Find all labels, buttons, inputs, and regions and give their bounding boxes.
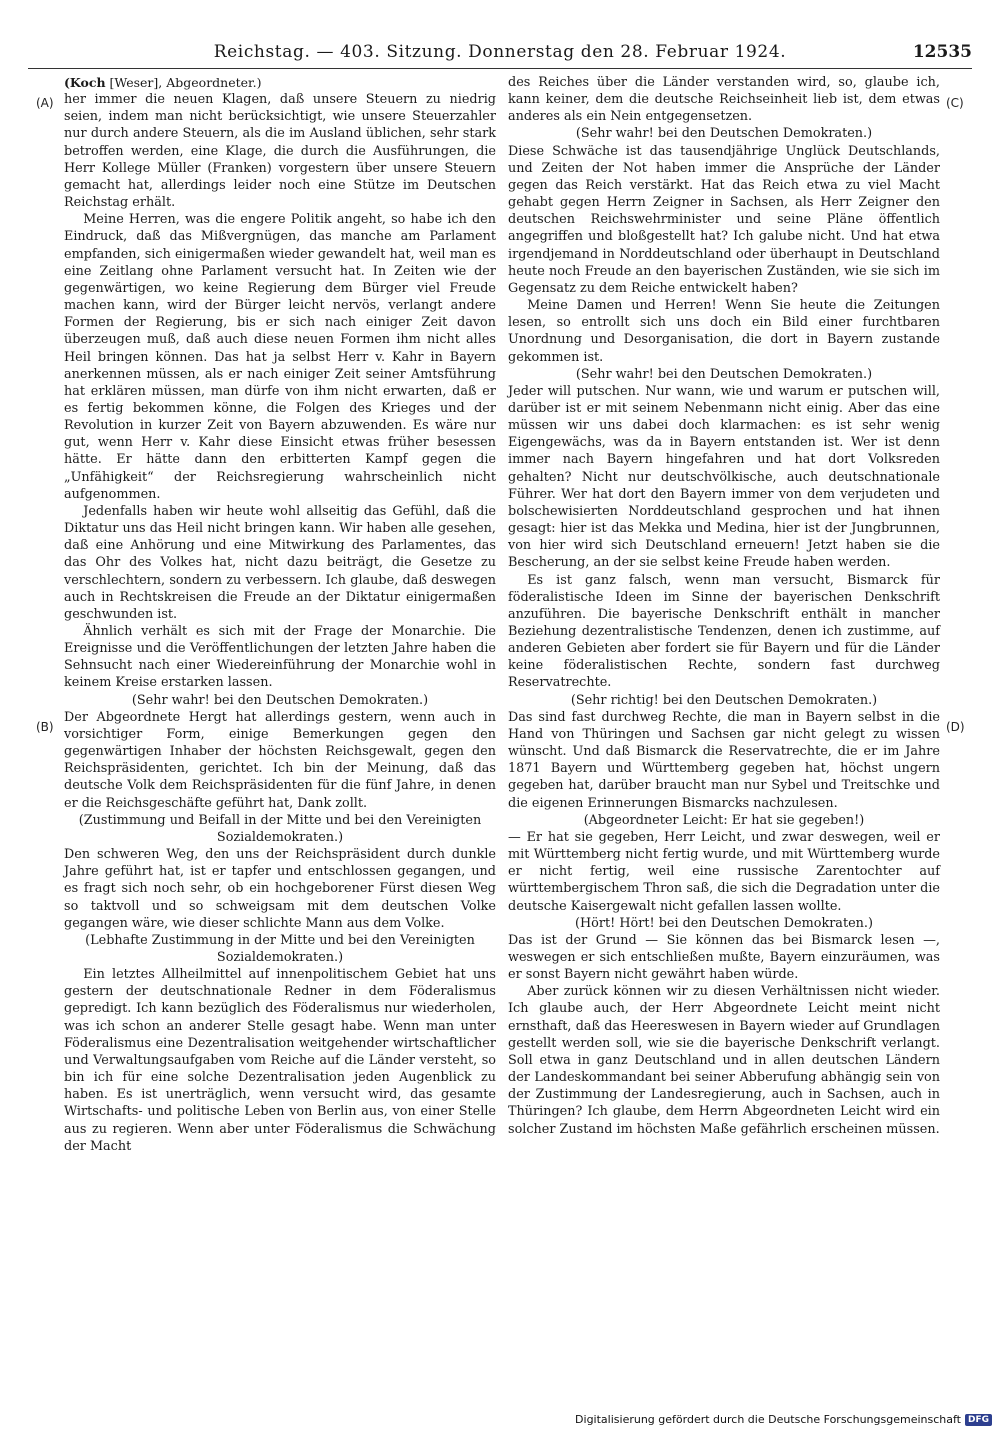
interjection: (Abgeordneter Leicht: Er hat sie gegeben!)	[583, 812, 865, 828]
paragraph: des Reiches über die Länder verstanden wird, so, glaube ich, kann keiner, dem die deutsche Reichseinheit lieb ist, dem etwas anderes als ein Nein entgegensetzen.	[508, 75, 940, 125]
header-rule	[28, 68, 972, 69]
margin-marker-c: (C)	[946, 96, 964, 110]
paragraph: — Er hat sie gegeben, Herr Leicht, und zwar deswegen, weil er mit Württemberg nicht fertig wurde, und mit Württemberg wurde er nicht fertig, weil eine russische Zarentochter auf württembergischem Thron saß, die sich die Degradation unter die deutsche Kaisergewalt nicht gefallen lassen wollte.	[508, 829, 940, 914]
page-number: 12535	[912, 42, 972, 62]
digitization-credit	[575, 1413, 992, 1426]
paragraph: Es ist ganz falsch, wenn man versucht, Bismarck für föderalistische Ideen im Sinne der bayerischen Denkschrift anzuführen. Die bayerische Denkschrift enthält in mancher Beziehung dezentralistische Tendenzen, denen ich zustimme, auf anderen Gebieten aber fordert sie für Bayern und für die Länder keine föderalistischen Rechte, sondern fast durchweg Reservatrechte.	[508, 572, 940, 691]
credit-text: Digitalisierung gefördert durch die Deutsche Forschungsgemeinschaft	[575, 1413, 961, 1426]
paragraph: Jedenfalls haben wir heute wohl allseitig das Gefühl, daß die Diktatur uns das Heil nicht bringen kann. Wir haben alle gesehen, daß eine Anhörung und eine Mitwirkung des Parlamentes, das das Ohr des Volkes hat, nicht dazu beiträgt, die Gesetze zu verschlechtern, sondern zu verbessern. Ich glaube, daß deswegen auch in Rechtskreisen die Freude an der Diktatur einigermaßen geschwunden ist.	[64, 503, 496, 622]
interjection: (Sehr richtig! bei den Deutschen Demokraten.)	[570, 692, 878, 708]
speaker-name: (Koch	[64, 75, 106, 90]
right-column	[508, 74, 940, 1138]
paragraph: Das sind fast durchweg Rechte, die man in Bayern selbst in die Hand von Thüringen und Sachsen gar nicht gelegt zu wissen wünscht. Und daß Bismarck die Reservatrechte, die er im Jahre 1871 Bayern und Württemberg gegeben hat, höchst ungern gegeben hat, darüber braucht man nur Sybel und Treitschke und die eigenen Erinnerungen Bismarcks nachzulesen.	[508, 709, 940, 811]
paragraph: Diese Schwäche ist das tausendjährige Unglück Deutschlands, und Zeiten der Not haben immer die Ansprüche der Länder gegen das Reich verstärkt. Hat das Reich etwa zu viel Macht gehabt gegen Herrn Zeigner in Sachsen, als Herr Zeigner den deutschen Reichswehrminister und seine Pläne öffentlich angegriffen und bloßgestellt hat? Ich galube nicht. Und hat etwa irgendjemand in Norddeutschland oder überhaupt in Deutschland heute noch Freude an den bayerischen Zuständen, wie sie sich im Gegensatz zu dem Reiche entwickelt haben?	[508, 143, 940, 296]
paragraph: Aber zurück können wir zu diesen Verhältnissen nicht wieder. Ich glaube auch, der Herr Abgeordnete Leicht meint nicht ernsthaft, daß das Heereswesen in Bayern wieder auf Grundlagen gestellt werden soll, wie sie die bayerische Denkschrift verlangt. Soll etwa in ganz Deutschland und in allen deutschen Ländern der Landeskommandant bei seiner Abberufung abhängig sein von der Zustimmung der Landesregierung, auch in Sachsen, auch in Thüringen? Ich glaube, dem Herrn Abgeordneten Leicht wird ein solcher Zustand im höchsten Maße gefährlich erscheinen müssen.	[508, 984, 940, 1137]
left-column	[64, 74, 496, 1155]
paragraph: Der Abgeordnete Hergt hat allerdings gestern, wenn auch in vorsichtiger Form, einige Bemerkungen gegen den gegenwärtigen Inhaber der höchsten Reichsgewalt, gegen den Reichspräsidenten, gerichtet. Ich bin der Meinung, daß das deutsche Volk dem Reichspräsidenten für die fünf Jahre, in denen er die Reichsgeschäfte geführt hat, Dank zollt.	[64, 709, 496, 811]
interjection: (Sehr wahr! bei den Deutschen Demokraten.)	[575, 126, 873, 142]
page-title: Reichstag. — 403. Sitzung. Donnerstag den 28. Februar 1924.	[213, 42, 787, 62]
paragraph: Jeder will putschen. Nur wann, wie und warum er putschen will, darüber ist er mit seinem Nebenmann nicht einig. Aber das eine müssen wir uns dabei doch klarmachen: es ist sehr wenig Eigengewächs, was da in Bayern entstanden ist. Wer ist denn immer nach Bayern hingefahren und hat dort Volksreden gehalten? Nicht nur deutschvölkische, auch deutschnationale Führer. Wer hat dort den Bayern immer von dem verjudeten und bolschewisierten Norddeutschland gesprochen und hat ihnen gesagt: hier ist das Mekka und Medina, hier ist der Jungbrunnen, von hier wird sich Deutschland erneuern! Jetzt haben sie die Bescherung, an der sie selbst keine Freude haben werden.	[508, 383, 940, 571]
paragraph: Ein letztes Allheilmittel auf innenpolitischem Gebiet hat uns gestern der deutschnationale Redner in dem Föderalismus gepredigt. Ich kann bezüglich des Föderalismus nur wiederholen, was ich schon an anderer Stelle gesagt habe. Wenn man unter Föderalismus eine Dezentralisation weitgehender wirtschaftlicher und Verwaltungsaufgaben vom Reiche auf die Länder versteht, so bin ich für eine solche Dezentralisation jeden Augenblick zu haben. Es ist unerträglich, wenn versucht wird, das gesamte Wirtschafts- und politische Leben von Berlin aus, von einer Stelle aus zu regieren. Wenn aber unter Föderalismus die Schwächung der Macht	[64, 967, 496, 1154]
paragraph: Ähnlich verhält es sich mit der Frage der Monarchie. Die Ereignisse und die Veröffentlichungen der letzten Jahre haben die Sehnsucht nach einer Wiedereinführung der Monarchie wohl in keinem Kreise erstarken lassen.	[64, 624, 496, 691]
interjection: (Hört! Hört! bei den Deutschen Demokraten.)	[575, 915, 873, 931]
paragraph: her immer die neuen Klagen, daß unsere Steuern zu niedrig seien, indem man nicht berücksichtigt, wie unsere Steuerzahler nur durch andere Steuern, als die im Ausland üblichen, sehr stark betroffen werden, eine Klage, die durch die Ausführungen, die Herr Kollege Müller (Franken) vorgestern über unsere Steuern gemacht hat, allerdings leider noch eine Stütze im Deutschen Reichstag erhält.	[64, 92, 496, 211]
interjection: (Lebhafte Zustimmung in der Mitte und bei den Vereinigten Sozialdemokraten.)	[85, 932, 475, 965]
interjection: (Sehr wahr! bei den Deutschen Demokraten.)	[575, 366, 873, 382]
paragraph: Das ist der Grund — Sie können das bei Bismarck lesen —, weswegen er sich entschließen mußte, Bayern einzuräumen, was er sonst Bayern nicht gewährt haben würde.	[508, 932, 940, 983]
margin-marker-b: (B)	[36, 720, 54, 734]
interjection: (Zustimmung und Beifall in der Mitte und bei den Vereinigten Sozialdemokraten.)	[78, 812, 482, 845]
dfg-logo-icon: DFG	[965, 1414, 992, 1426]
page-header	[28, 42, 972, 68]
margin-marker-d: (D)	[946, 720, 965, 734]
paragraph: Den schweren Weg, den uns der Reichspräsident durch dunkle Jahre geführt hat, ist er tapfer und entschlossen gegangen, und es fragt sich noch sehr, ob ein hochgeborener Fürst diesen Weg so taktvoll und so schweigsam mit dem deutschen Volke gegangen wäre, wie dieser schlichte Mann aus dem Volke.	[64, 847, 496, 931]
margin-marker-a: (A)	[36, 96, 54, 110]
paragraph: Meine Damen und Herren! Wenn Sie heute die Zeitungen lesen, so entrollt sich uns doch ein Bild einer furchtbaren Unordnung und Desorganisation, die dort in Bayern zustande gekommen ist.	[508, 298, 940, 365]
paragraph: Meine Herren, was die engere Politik angeht, so habe ich den Eindruck, daß das Mißvergnügen, das manche am Parlament empfanden, sich einigermaßen wieder gewandelt hat, weil man es eine Zeitlang ohne Parlament versucht hat. In Zeiten wie der gegenwärtigen, wo keine Regierung dem Bürger viel Freude machen kann, wird der Bürger leicht nervös, verlangt andere Formen der Regierung, bis er sich nach einiger Zeit davon überzeugen muß, daß auch diese neuen Formen ihm nicht alles Heil bringen können. Das hat ja selbst Herr v. Kahr in Bayern anerkennen müssen, als er nach einiger Zeit seiner Amtsführung hat erklären müssen, man dürfe von ihm nicht erwarten, daß er es fertig bekommen könne, die Folgen des Krieges und der Revolution in kurzer Zeit von Bayern abzuwenden. Es wäre nur gut, wenn Herr v. Kahr diese Einsicht etwas früher besessen hätte. Er hätte dann den erbitterten Kampf gegen die „Unfähigkeit“ der Reichsregierung wahrscheinlich nicht aufgenommen.	[64, 212, 496, 502]
interjection: (Sehr wahr! bei den Deutschen Demokraten.)	[131, 692, 429, 708]
speaker-rest: [Weser], Abgeordneter.)	[105, 75, 262, 90]
speaker-line	[64, 74, 496, 91]
